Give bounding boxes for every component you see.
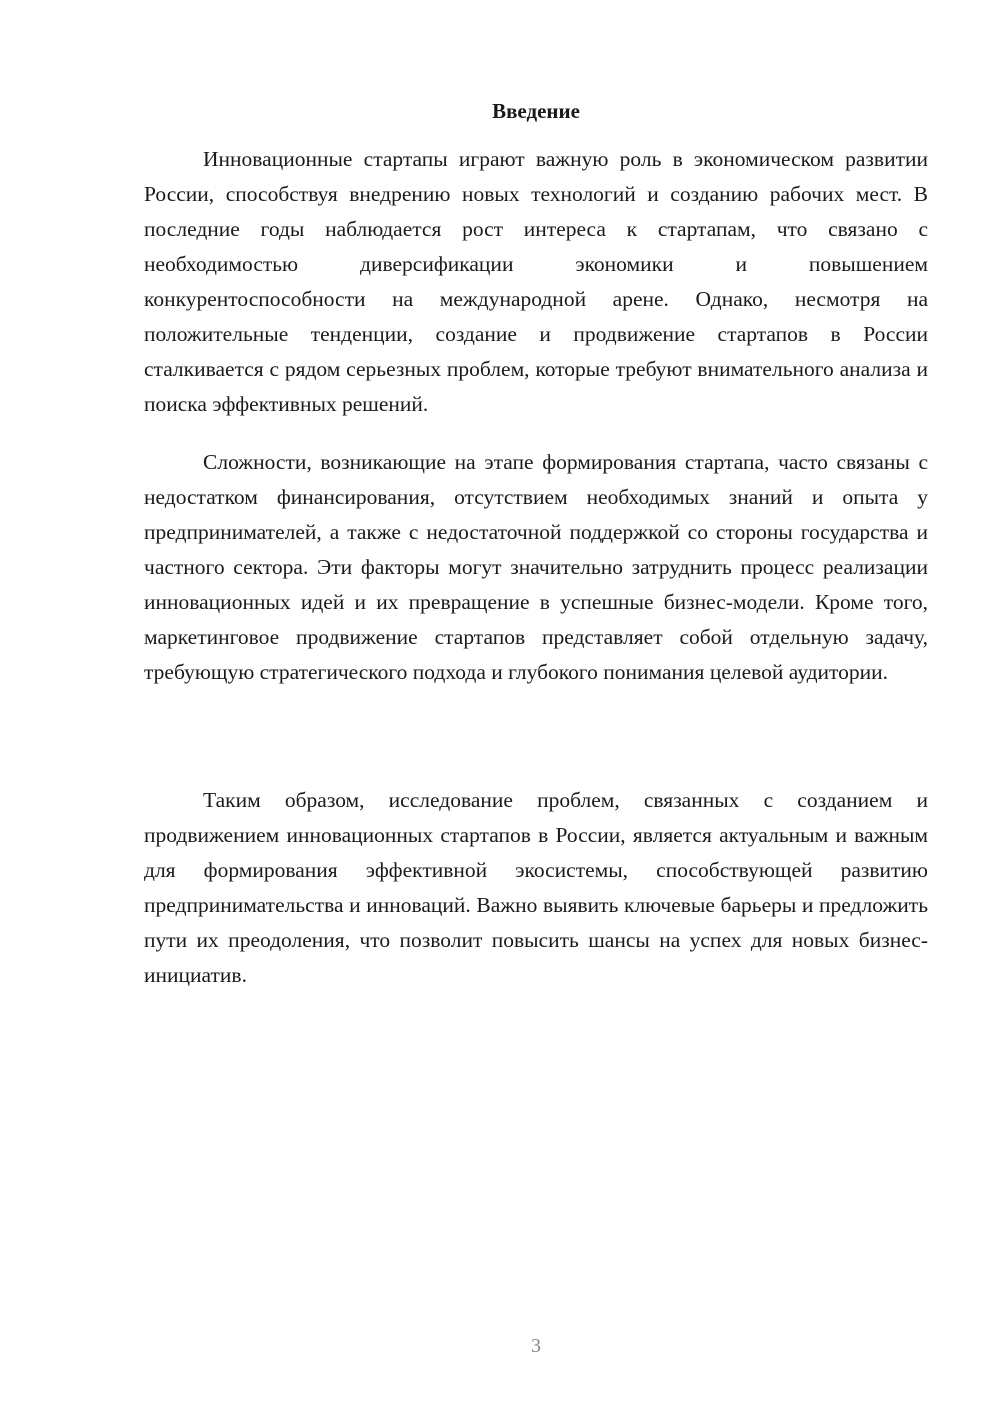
- paragraph-2: Сложности, возникающие на этапе формирования стартапа, часто связаны с недостатком финансирования, отсутствием необходимых знаний и опыта у предпринимателей, а также с недостаточной поддержкой со стороны государства и частного сектора. Эти факторы могут значительно затруднить процесс реализации инновационных идей и их превращение в успешные бизнес-модели. Кроме того, маркетинговое продвижение стартапов представляет собой отдельную задачу, требующую стратегического подхода и глубокого понимания целевой аудитории.: [144, 450, 928, 684]
- paragraph-3: Таким образом, исследование проблем, связанных с созданием и продвижением инновационных стартапов в России, является актуальным и важным для формирования эффективной экосистемы, способствующей развитию предпринимательства и инноваций. Важно выявить ключевые барьеры и предложить пути их преодоления, что позволит повысить шансы на успех для новых бизнес-инициатив.: [144, 788, 928, 987]
- page-number: 3: [531, 1335, 541, 1357]
- paragraph-1: Инновационные стартапы играют важную роль в экономическом развитии России, способствуя внедрению новых технологий и созданию рабочих мест. В последние годы наблюдается рост интереса к стартапам, что связано с необходимостью диверсификации экономики и повышением конкурентоспособности на международной арене. Однако, несмотря на положительные тенденции, создание и продвижение стартапов в России сталкивается с рядом серьезных проблем, которые требуют внимательного анализа и поиска эффективных решений.: [144, 147, 928, 416]
- section-title: Введение: [492, 99, 580, 123]
